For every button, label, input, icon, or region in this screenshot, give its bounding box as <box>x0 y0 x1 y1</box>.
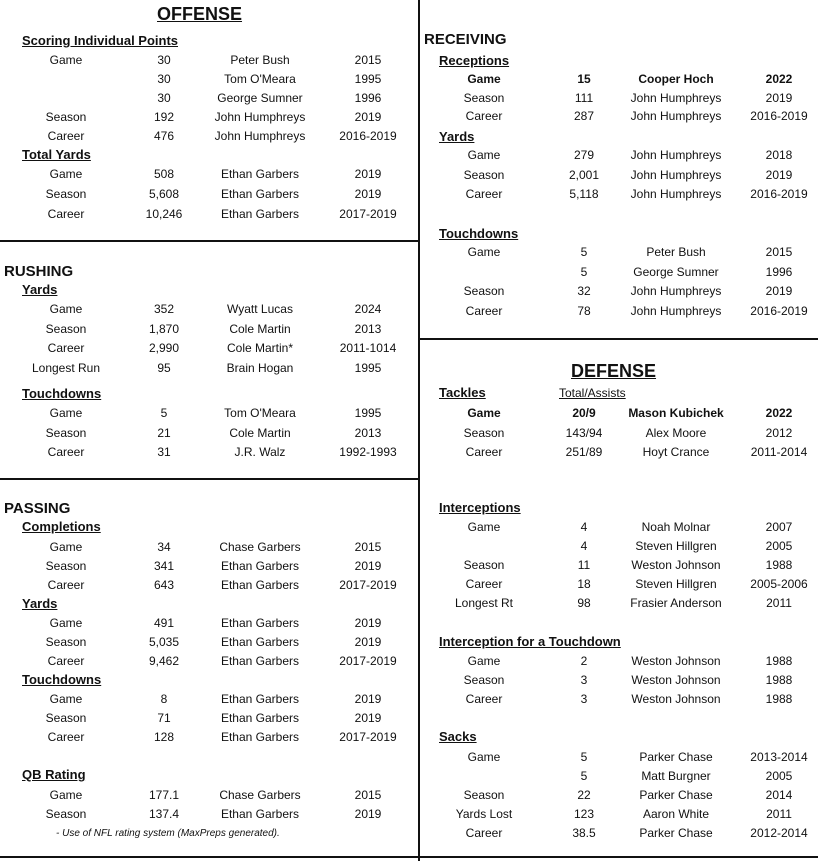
row-value: 5 <box>580 750 588 764</box>
row-value: 3 <box>580 673 588 687</box>
row-label: Game <box>467 406 501 420</box>
row-value: 15 <box>577 72 591 86</box>
row-label: Career <box>465 303 503 318</box>
row-value: 5,118 <box>569 187 599 201</box>
row-year: 2019 <box>354 635 382 649</box>
qb-rating-header: QB Rating <box>22 767 86 782</box>
row-label: Game <box>467 654 501 668</box>
row-year: 2013 <box>354 321 382 336</box>
row-value: 8 <box>160 692 168 706</box>
row-value: 192 <box>153 110 175 124</box>
row-year: 2019 <box>354 711 382 725</box>
row-value: 9,462 <box>148 654 180 668</box>
row-value: 20/9 <box>572 406 596 420</box>
row-name: Brain Hogan <box>226 360 294 375</box>
row-name: Mason Kubichek <box>628 406 724 420</box>
offense-rushing-divider <box>0 240 418 242</box>
row-label: Career <box>47 129 85 143</box>
row-year: 2005-2006 <box>750 577 808 591</box>
row-name: Ethan Garbers <box>220 807 300 821</box>
passing-yards-header: Yards <box>22 596 58 611</box>
row-label: Game <box>467 148 501 162</box>
row-year: 2015 <box>354 540 382 554</box>
row-year: 2019 <box>765 90 793 105</box>
row-label: Season <box>45 635 87 649</box>
row-value: 95 <box>157 360 171 375</box>
row-value: 143/94 <box>565 425 603 440</box>
row-value: 21 <box>157 425 171 440</box>
row-label: Game <box>49 540 83 554</box>
row-name: Peter Bush <box>646 245 706 259</box>
row-value: 2 <box>580 654 588 668</box>
row-year: 2015 <box>765 245 793 259</box>
total-yards-header: Total Yards <box>22 147 91 162</box>
row-year: 2013 <box>354 425 382 440</box>
row-name: Cole Martin <box>229 321 291 336</box>
row-label: Season <box>463 90 505 105</box>
row-year: 1996 <box>354 91 382 105</box>
row-label: Career <box>47 654 85 668</box>
row-value: 4 <box>580 539 588 553</box>
row-name: Chase Garbers <box>219 540 301 554</box>
row-year: 1988 <box>765 692 793 706</box>
row-label: Career <box>47 207 85 221</box>
row-year: 2019 <box>354 187 382 201</box>
row-value: 5 <box>580 769 588 783</box>
row-name: Ethan Garbers <box>220 692 300 706</box>
row-name: George Sumner <box>217 91 303 105</box>
row-label: Game <box>49 692 83 706</box>
row-year: 2017-2019 <box>339 578 397 592</box>
row-value: 287 <box>573 109 595 123</box>
receiving-defense-divider <box>418 338 818 340</box>
row-year: 2019 <box>354 616 382 630</box>
row-year: 2016-2019 <box>339 129 397 143</box>
row-label: Season <box>463 284 505 298</box>
row-value: 341 <box>153 559 175 573</box>
row-name: Noah Molnar <box>641 520 711 534</box>
row-label: Career <box>47 341 85 355</box>
row-name: Ethan Garbers <box>220 654 300 668</box>
row-label: Game <box>49 302 83 316</box>
row-value: 30 <box>157 91 171 105</box>
row-value: 5,608 <box>148 187 180 201</box>
row-year: 2012 <box>765 425 793 440</box>
row-value: 3 <box>580 692 588 706</box>
row-value: 5,035 <box>148 635 180 649</box>
row-label: Season <box>45 425 87 440</box>
row-value: 476 <box>153 129 175 143</box>
row-year: 2019 <box>354 692 382 706</box>
row-name: Weston Johnson <box>631 654 721 668</box>
row-name: Cole Martin <box>229 425 291 440</box>
receiving-yards-header: Yards <box>439 129 475 144</box>
row-year: 1992-1993 <box>339 445 397 459</box>
row-value: 5 <box>160 406 168 420</box>
row-year: 1995 <box>354 72 382 86</box>
row-label: Season <box>45 321 87 336</box>
row-name: Ethan Garbers <box>220 207 300 221</box>
row-name: John Humphreys <box>630 148 722 162</box>
row-value: 1,870 <box>148 321 180 336</box>
row-label: Season <box>463 673 505 687</box>
int-td-header: Interception for a Touchdown <box>439 634 621 649</box>
passing-td-header: Touchdowns <box>22 672 102 687</box>
row-name: Matt Burgner <box>641 769 711 783</box>
row-value: 491 <box>153 616 175 630</box>
row-name: Ethan Garbers <box>220 711 300 725</box>
row-value: 30 <box>157 53 171 67</box>
row-label: Career <box>47 445 85 459</box>
row-label: Season <box>463 425 505 440</box>
row-year: 2005 <box>765 539 793 553</box>
passing-title: PASSING <box>4 500 71 517</box>
receiving-td-header: Touchdowns <box>439 226 519 241</box>
row-year: 2011 <box>766 807 792 821</box>
row-label: Game <box>49 788 83 802</box>
rushing-title: RUSHING <box>4 263 74 280</box>
row-year: 2019 <box>354 807 382 821</box>
row-value: 4 <box>580 520 588 534</box>
row-value: 30 <box>157 72 171 86</box>
row-label: Game <box>467 520 501 534</box>
row-name: Ethan Garbers <box>220 578 300 592</box>
row-name: J.R. Walz <box>234 445 286 459</box>
row-name: Tom O'Meara <box>224 406 296 420</box>
row-label: Career <box>465 187 503 201</box>
row-name: Steven Hillgren <box>635 539 717 553</box>
row-year: 2017-2019 <box>339 654 397 668</box>
row-year: 2011-2014 <box>750 445 808 459</box>
row-label: Season <box>463 788 505 802</box>
bottom-border <box>0 856 818 858</box>
row-name: John Humphreys <box>630 109 722 123</box>
row-year: 2019 <box>354 559 382 573</box>
row-name: Ethan Garbers <box>220 167 300 181</box>
row-name: John Humphreys <box>630 284 722 298</box>
row-year: 2019 <box>354 110 382 124</box>
row-name: Chase Garbers <box>219 788 301 802</box>
row-label: Game <box>49 616 83 630</box>
row-label: Season <box>463 558 505 572</box>
tackles-subheader: Total/Assists <box>559 386 626 400</box>
row-value: 18 <box>577 577 591 591</box>
row-value: 34 <box>157 540 171 554</box>
row-value: 111 <box>574 90 594 105</box>
row-value: 38.5 <box>572 826 596 840</box>
row-name: John Humphreys <box>214 110 306 124</box>
row-name: John Humphreys <box>630 90 722 105</box>
row-label: Season <box>45 110 87 124</box>
row-name: Parker Chase <box>639 788 713 802</box>
row-value: 352 <box>153 302 175 316</box>
row-year: 2016-2019 <box>750 303 808 318</box>
row-label: Game <box>467 245 501 259</box>
completions-header: Completions <box>22 519 101 534</box>
row-year: 2016-2019 <box>750 109 808 123</box>
row-name: Hoyt Crance <box>642 445 710 459</box>
row-year: 2013-2014 <box>750 750 808 764</box>
row-year: 2007 <box>765 520 793 534</box>
row-name: Cooper Hoch <box>638 72 714 86</box>
row-label: Game <box>49 406 83 420</box>
row-year: 1995 <box>354 406 382 420</box>
row-label: Yards Lost <box>455 807 513 821</box>
offense-title: OFFENSE <box>157 4 243 24</box>
row-year: 2014 <box>765 788 793 802</box>
row-value: 32 <box>577 284 591 298</box>
row-label: Season <box>45 711 87 725</box>
rushing-passing-divider <box>0 478 418 480</box>
row-label: Longest Run <box>31 360 101 375</box>
row-label: Career <box>465 109 503 123</box>
row-value: 11 <box>577 558 591 572</box>
row-year: 2015 <box>354 788 382 802</box>
row-name: Ethan Garbers <box>220 616 300 630</box>
row-value: 279 <box>573 148 595 162</box>
row-label: Career <box>465 445 503 459</box>
sacks-header: Sacks <box>439 729 477 744</box>
scoring-header: Scoring Individual Points <box>22 33 179 48</box>
row-value: 5 <box>580 245 588 259</box>
tackles-header: Tackles <box>439 385 486 400</box>
row-label: Career <box>465 826 503 840</box>
row-label: Career <box>47 730 85 744</box>
row-year: 2018 <box>765 148 793 162</box>
row-label: Career <box>47 578 85 592</box>
row-name: George Sumner <box>633 264 719 279</box>
row-label: Game <box>49 53 83 67</box>
row-name: Weston Johnson <box>631 673 721 687</box>
row-value: 10,246 <box>145 207 183 221</box>
row-name: Ethan Garbers <box>220 635 300 649</box>
row-value: 128 <box>153 730 175 744</box>
row-name: Weston Johnson <box>631 692 721 706</box>
row-value: 2,990 <box>148 341 180 355</box>
row-name: Parker Chase <box>639 750 713 764</box>
row-value: 31 <box>157 445 171 459</box>
row-value: 98 <box>577 596 591 610</box>
rushing-yards-header: Yards <box>22 282 58 297</box>
row-name: John Humphreys <box>214 129 306 143</box>
row-label: Game <box>467 750 501 764</box>
row-year: 1988 <box>765 673 793 687</box>
row-year: 1988 <box>765 654 793 668</box>
row-year: 2022 <box>765 72 793 86</box>
row-year: 2016-2019 <box>750 187 808 201</box>
row-value: 643 <box>153 578 175 592</box>
row-label: Game <box>49 167 83 181</box>
row-value: 137.4 <box>148 807 180 821</box>
row-year: 1988 <box>765 558 793 572</box>
row-year: 2017-2019 <box>339 730 397 744</box>
row-value: 78 <box>577 303 591 318</box>
row-year: 2019 <box>765 284 793 298</box>
row-name: Frasier Anderson <box>630 596 722 610</box>
qb-note: - Use of NFL rating system (MaxPreps generated). <box>56 828 280 839</box>
rushing-td-header: Touchdowns <box>22 386 102 401</box>
row-label: Game <box>467 72 501 86</box>
row-label: Season <box>45 807 87 821</box>
row-year: 1996 <box>765 264 793 279</box>
row-year: 2022 <box>765 406 793 420</box>
receptions-header: Receptions <box>439 53 510 68</box>
row-name: Ethan Garbers <box>220 559 300 573</box>
row-value: 71 <box>157 711 171 725</box>
row-name: John Humphreys <box>630 303 722 318</box>
row-name: Peter Bush <box>230 53 290 67</box>
row-year: 2012-2014 <box>750 826 808 840</box>
row-label: Longest Rt <box>454 596 514 610</box>
row-value: 5 <box>580 264 588 279</box>
row-name: Alex Moore <box>645 425 707 440</box>
row-year: 2005 <box>765 769 793 783</box>
row-year: 2024 <box>354 302 382 316</box>
row-value: 177.1 <box>148 788 180 802</box>
row-label: Season <box>463 167 505 182</box>
row-name: Aaron White <box>642 807 710 821</box>
row-value: 508 <box>153 167 175 181</box>
row-year: 2011-1014 <box>339 341 397 355</box>
row-name: Tom O'Meara <box>224 72 296 86</box>
row-name: Parker Chase <box>639 826 713 840</box>
row-label: Career <box>465 692 503 706</box>
row-label: Season <box>45 187 87 201</box>
row-name: Cole Martin* <box>226 341 294 355</box>
row-value: 251/89 <box>565 445 603 459</box>
row-name: John Humphreys <box>630 187 722 201</box>
row-name: Ethan Garbers <box>220 187 300 201</box>
row-year: 2019 <box>765 167 793 182</box>
row-label: Season <box>45 559 87 573</box>
row-year: 1995 <box>354 360 382 375</box>
row-year: 2011 <box>766 596 792 610</box>
row-name: Weston Johnson <box>631 558 721 572</box>
row-name: Ethan Garbers <box>220 730 300 744</box>
row-year: 2017-2019 <box>339 207 397 221</box>
row-value: 2,001 <box>568 167 600 182</box>
row-label: Career <box>465 577 503 591</box>
row-name: John Humphreys <box>630 167 722 182</box>
row-name: Steven Hillgren <box>635 577 717 591</box>
row-year: 2015 <box>354 53 382 67</box>
interceptions-header: Interceptions <box>439 500 521 515</box>
row-value: 22 <box>577 788 591 802</box>
receiving-title: RECEIVING <box>424 31 507 48</box>
row-name: Wyatt Lucas <box>227 302 293 316</box>
row-value: 123 <box>573 807 595 821</box>
defense-title: DEFENSE <box>571 361 657 381</box>
row-year: 2019 <box>354 167 382 181</box>
